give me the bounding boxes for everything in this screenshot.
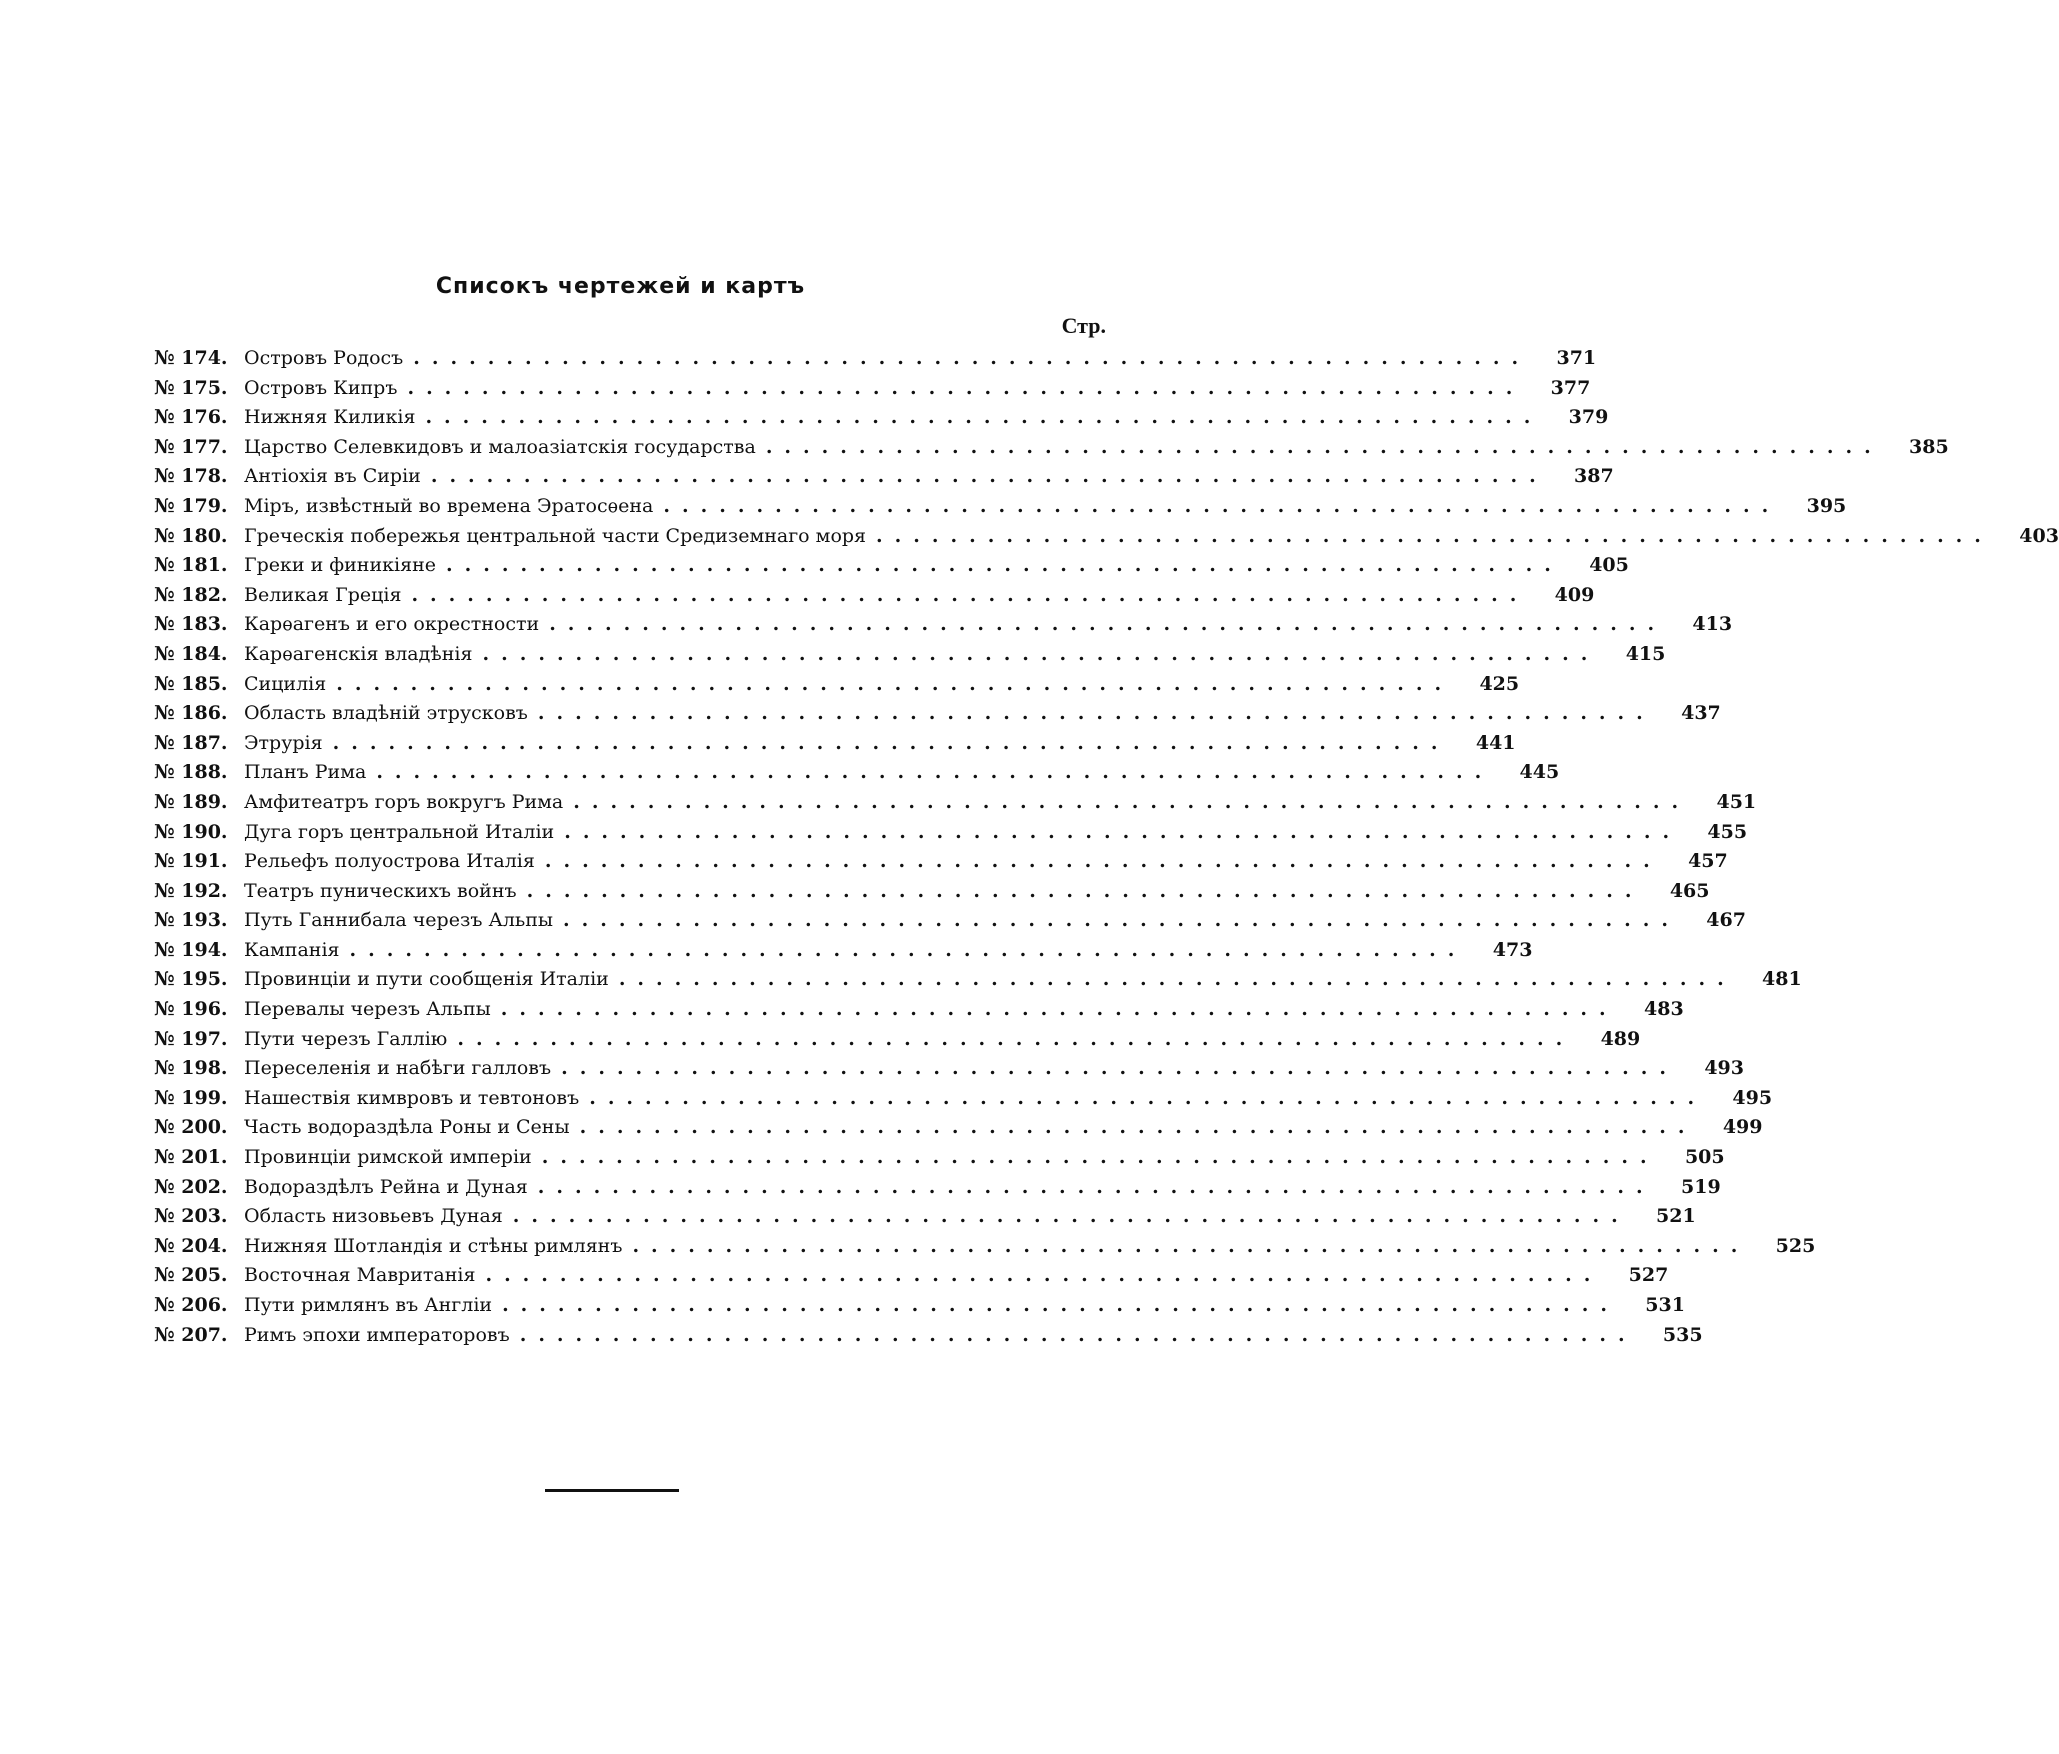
entry-title: Карѳагенъ и его окрестности	[244, 613, 540, 636]
entry-title: Римъ эпохи императоровъ	[244, 1323, 510, 1346]
entry-page: 379	[1568, 406, 1609, 429]
dot-leader: ............................................................	[563, 909, 1680, 932]
dot-leader: ............................................................	[589, 1086, 1707, 1109]
entry-title: Карѳагенскія владѣнія	[244, 642, 473, 665]
entry-number: № 201.	[154, 1146, 228, 1169]
entry-number: № 204.	[154, 1234, 228, 1257]
entry-number: № 187.	[154, 731, 228, 754]
entry-number: № 197.	[154, 1027, 228, 1050]
entry-number: № 207.	[154, 1323, 228, 1346]
entry-title: Сицилія	[244, 672, 327, 695]
entry-title: Островъ Кипръ	[244, 376, 398, 399]
entry-page: 467	[1706, 909, 1746, 932]
page-column-label: Стр.	[1061, 313, 1106, 338]
entry-page: 403	[2019, 524, 2059, 547]
dot-leader: ............................................................	[765, 435, 1883, 458]
entry-page: 483	[1644, 998, 1684, 1021]
list-item	[154, 1261, 1669, 1291]
entry-title: Переселенія и набѣги галловъ	[244, 1057, 552, 1080]
entry-title: Нашествія кимвровъ и тевтоновъ	[244, 1086, 580, 1109]
entry-page: 405	[1589, 554, 1629, 577]
entry-title: Провинціи и пути сообщенія Италіи	[244, 968, 609, 991]
dot-leader: ............................................................	[376, 761, 1494, 784]
list-item	[154, 1113, 1763, 1143]
dot-leader: ............................................................	[430, 465, 1548, 488]
entry-number: № 206.	[154, 1294, 228, 1316]
entry-title: Міръ, извѣстный во времена Эратосѳена	[244, 494, 654, 517]
entry-title: Этрурія	[244, 731, 323, 754]
list-item	[154, 1291, 1685, 1321]
dot-leader: ............................................................	[561, 1057, 1678, 1080]
entry-number: № 202.	[154, 1175, 228, 1198]
entry-number: № 199.	[154, 1086, 228, 1109]
dot-leader: ............................................................	[564, 820, 1682, 843]
list-item	[154, 344, 1597, 374]
entry-title: Островъ Родосъ	[244, 347, 404, 369]
list-item	[154, 699, 1721, 729]
dot-leader: ............................................................	[549, 613, 1667, 636]
list-item	[154, 1232, 1816, 1262]
dot-leader: ............................................................	[445, 554, 1563, 577]
entry-title: Пути черезъ Галлію	[244, 1027, 448, 1050]
entry-title: Театръ пуническихъ войнъ	[244, 879, 517, 902]
entry-page: 387	[1574, 465, 1614, 488]
list-item	[154, 1054, 1744, 1084]
entry-page: 519	[1681, 1175, 1721, 1198]
entry-page: 451	[1716, 790, 1757, 813]
list-item	[154, 610, 1733, 640]
dot-leader: ............................................................	[579, 1116, 1697, 1139]
entry-page: 409	[1554, 583, 1595, 606]
entry-title: Нижняя Киликія	[244, 406, 416, 429]
dot-leader: ............................................................	[537, 1175, 1655, 1198]
list-item	[154, 492, 1847, 522]
entry-page: 465	[1669, 879, 1710, 902]
list-item	[154, 965, 1802, 995]
entry-number: № 196.	[154, 998, 228, 1021]
dot-leader: ............................................................	[537, 702, 1655, 725]
entry-title: Великая Греція	[244, 583, 402, 606]
entry-page: 499	[1722, 1116, 1763, 1139]
entry-number: № 205.	[154, 1264, 228, 1287]
entry-number: № 192.	[154, 879, 228, 902]
entry-number: № 188.	[154, 761, 228, 784]
dot-leader: ............................................................	[336, 672, 1454, 695]
entry-title: Перевалы черезъ Альпы	[244, 998, 491, 1021]
entry-number: № 194.	[154, 938, 228, 961]
entry-page: 535	[1662, 1323, 1703, 1346]
entry-title: Область низовьевъ Дуная	[244, 1205, 503, 1228]
entry-title: Дуга горъ центральной Италіи	[244, 820, 555, 843]
list-item	[154, 1202, 1696, 1232]
entry-title: Путь Ганнибала черезъ Альпы	[244, 909, 554, 932]
entry-number: № 200.	[154, 1116, 228, 1139]
entry-number: № 181.	[154, 554, 228, 577]
entry-number: № 182.	[154, 583, 228, 606]
entry-page: 395	[1806, 494, 1847, 517]
entry-title: Нижняя Шотландія и стѣны римлянъ	[244, 1234, 623, 1257]
entry-number: № 190.	[154, 820, 228, 843]
dot-leader: ............................................................	[526, 879, 1644, 902]
list-item	[154, 1143, 1725, 1173]
list-item	[154, 433, 1949, 463]
list-item	[154, 758, 1560, 788]
entry-title: Амфитеатръ горъ вокругъ Рима	[244, 790, 564, 813]
entry-number: № 189.	[154, 790, 228, 813]
entry-page: 495	[1732, 1086, 1773, 1109]
list-item	[154, 403, 1609, 433]
dot-leader: ............................................................	[632, 1234, 1750, 1257]
list-item	[154, 551, 1629, 581]
entry-title: Провинціи римской имперіи	[244, 1146, 532, 1169]
entry-title: Рельефъ полуострова Италія	[244, 850, 535, 873]
entry-page: 371	[1556, 347, 1597, 369]
list-item	[154, 1173, 1721, 1203]
entry-page: 531	[1645, 1294, 1685, 1316]
entry-number: № 177.	[154, 435, 228, 458]
list-item	[154, 522, 2059, 552]
entry-page: 521	[1656, 1205, 1696, 1228]
entry-title: Греческія побережья центральной части Средиземнаго моря	[244, 524, 867, 547]
list-item	[154, 936, 1533, 966]
list-item	[154, 788, 1757, 818]
dot-leader: ............................................................	[519, 1323, 1637, 1346]
entry-number: № 195.	[154, 968, 228, 991]
table-of-contents	[154, 344, 2059, 1350]
dot-leader: ............................................................	[512, 1205, 1630, 1228]
list-item	[154, 1321, 1703, 1351]
entry-number: № 184.	[154, 642, 228, 665]
entry-page: 489	[1600, 1027, 1641, 1050]
list-item	[154, 581, 1595, 611]
entry-number: № 179.	[154, 494, 228, 517]
list-item	[154, 906, 1746, 936]
entry-page: 481	[1762, 968, 1802, 991]
list-item	[154, 1025, 1641, 1055]
entry-page: 377	[1550, 376, 1591, 399]
entry-number: № 175.	[154, 376, 228, 399]
entry-title: Область владѣній этрусковъ	[244, 702, 528, 725]
dot-leader: ............................................................	[425, 406, 1543, 429]
dot-leader: ............................................................	[485, 1264, 1603, 1287]
entry-title: Часть водораздѣла Роны и Сены	[244, 1116, 570, 1139]
entry-page: 505	[1684, 1146, 1725, 1169]
entry-page: 425	[1479, 672, 1520, 695]
dot-leader: ............................................................	[411, 583, 1529, 606]
entry-page: 413	[1692, 613, 1733, 636]
entry-title: Греки и финикіяне	[244, 554, 436, 577]
entry-title: Планъ Рима	[244, 761, 367, 784]
dot-leader: ............................................................	[349, 938, 1467, 961]
entry-title: Водораздѣлъ Рейна и Дуная	[244, 1175, 528, 1198]
entry-number: № 186.	[154, 702, 228, 725]
entry-page: 457	[1688, 850, 1728, 873]
list-item	[154, 877, 1710, 907]
entry-page: 525	[1775, 1234, 1816, 1257]
dot-leader: ............................................................	[502, 1294, 1619, 1316]
list-item	[154, 462, 1614, 492]
entry-number: № 183.	[154, 613, 228, 636]
entry-title: Пути римлянъ въ Англіи	[244, 1294, 493, 1316]
dot-leader: ............................................................	[407, 376, 1525, 399]
entry-number: № 191.	[154, 850, 228, 873]
entry-page: 415	[1625, 642, 1666, 665]
dot-leader: ............................................................	[876, 524, 1993, 547]
dot-leader: ............................................................	[573, 790, 1691, 813]
list-item	[154, 640, 1666, 670]
entry-page: 473	[1492, 938, 1533, 961]
dot-leader: ............................................................	[541, 1146, 1659, 1169]
dot-leader: ............................................................	[544, 850, 1662, 873]
entry-page: 441	[1475, 731, 1516, 754]
entry-number: № 203.	[154, 1205, 228, 1228]
entry-number: № 193.	[154, 909, 228, 932]
entry-title: Восточная Мавританія	[244, 1264, 476, 1287]
list-item	[154, 374, 1591, 404]
dot-leader: ............................................................	[663, 494, 1781, 517]
dot-leader: ............................................................	[413, 347, 1531, 369]
dot-leader: ............................................................	[500, 998, 1618, 1021]
entry-page: 437	[1681, 702, 1721, 725]
entry-page: 493	[1704, 1057, 1744, 1080]
entry-number: № 180.	[154, 524, 228, 547]
dot-leader: ............................................................	[457, 1027, 1575, 1050]
entry-title: Кампанія	[244, 938, 340, 961]
entry-page: 385	[1909, 435, 1949, 458]
list-item	[154, 847, 1728, 877]
closing-rule	[545, 1489, 679, 1492]
list-item	[154, 995, 1684, 1025]
entry-page: 445	[1519, 761, 1560, 784]
entry-number: № 176.	[154, 406, 228, 429]
list-item	[154, 729, 1516, 759]
dot-leader: ............................................................	[482, 642, 1600, 665]
entry-number: № 174.	[154, 347, 228, 369]
entry-number: № 178.	[154, 465, 228, 488]
entry-number: № 198.	[154, 1057, 228, 1080]
entry-title: Царство Селевкидовъ и малоазіатскія государства	[244, 435, 756, 458]
entry-page: 455	[1707, 820, 1748, 843]
list-item	[154, 818, 1748, 848]
entry-page: 527	[1628, 1264, 1669, 1287]
dot-leader: ............................................................	[618, 968, 1736, 991]
entry-title: Антіохія въ Сиріи	[244, 465, 421, 488]
dot-leader: ............................................................	[332, 731, 1450, 754]
list-item	[154, 670, 1520, 700]
list-item	[154, 1084, 1773, 1114]
page-title: Списокъ чертежей и картъ	[435, 274, 806, 299]
entry-number: № 185.	[154, 672, 228, 695]
